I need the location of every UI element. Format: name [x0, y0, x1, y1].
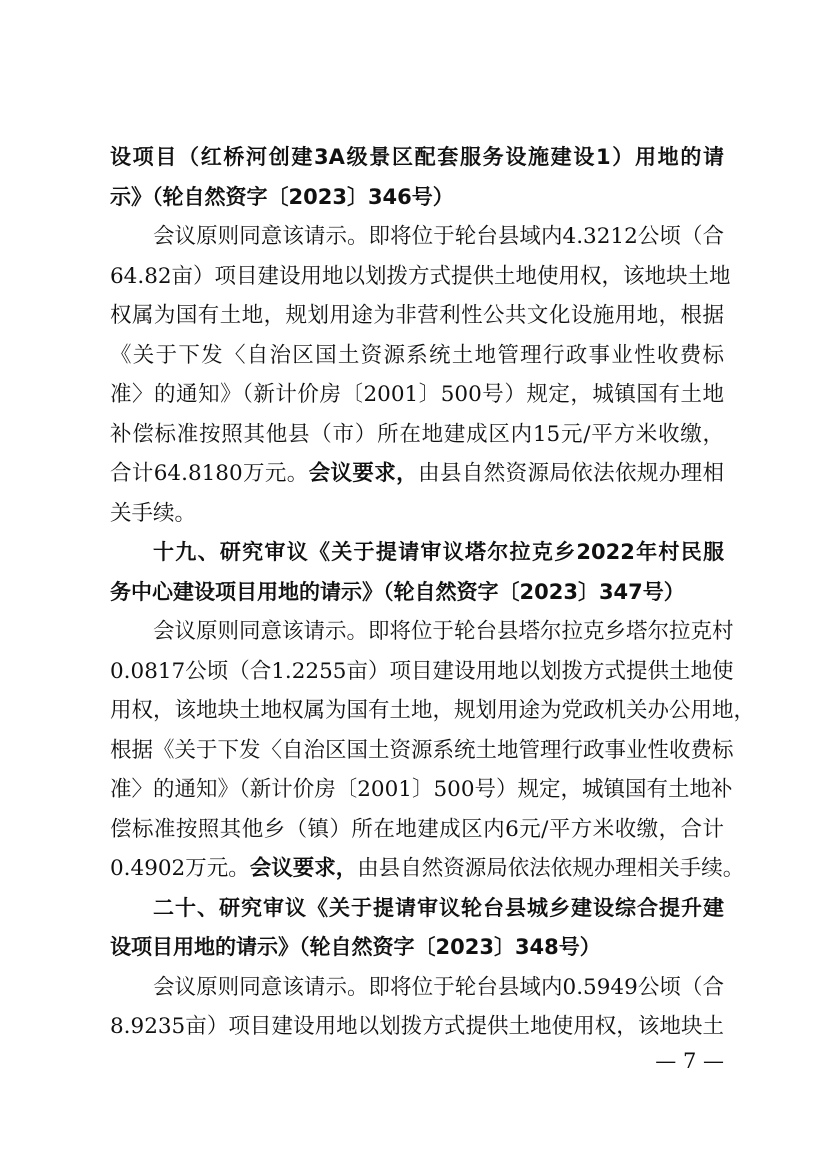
text-line: 准〉的通知》（新计价房〔2001〕500号）规定，城镇国有土地补 [110, 777, 733, 802]
text-line: 8.9235亩）项目建设用地以划拨方式提供土地使用权，该地块土 [110, 1014, 724, 1039]
text-line: 关手续。 [110, 500, 197, 526]
text-segment: 由县自然资源局依法依规办理相 [418, 461, 724, 486]
section-heading: 十九、研究审议《关于提请审议塔尔拉克乡2022年村民服 [153, 540, 724, 564]
text-line-mixed [110, 849, 745, 889]
text-line: 64.82亩）项目建设用地以划拨方式提供土地使用权，该地块土地 [110, 263, 731, 289]
text-line: 0.0817公顷（合1.2255亩）项目建设用地以划拨方式提供土地使 [110, 658, 734, 684]
text-line: 会议原则同意该请示。即将位于轮台县域内4.3212公顷（合 [153, 224, 724, 249]
text-line: 根据《关于下发〈自治区国土资源系统土地管理行政事业性收费标 [110, 737, 734, 763]
text-line: 《关于下发〈自治区国土资源系统土地管理行政事业性收费标 [110, 342, 724, 368]
section-heading: 二十、研究审议《关于提请审议轮台县城乡建设综合提升建 [153, 895, 724, 920]
text-segment: 合计64.8180万元。 [110, 461, 309, 486]
text-line: 设项目（红桥河创建3A级景区配套服务设施建设1）用地的请 [110, 145, 724, 169]
text-line: 权属为国有土地，规划用途为非营利性公共文化设施用地，根据 [110, 303, 724, 328]
text-line: 准〉的通知》（新计价房〔2001〕500号）规定，城镇国有土地 [110, 382, 724, 407]
emphasis-text: 会议要求， [308, 461, 419, 486]
text-line: 会议原则同意该请示。即将位于轮台县塔尔拉克乡塔尔拉克村 [153, 619, 734, 644]
document-body [110, 138, 756, 1047]
section-heading: 设项目用地的请示》（轮自然资字〔2023〕348号） [110, 935, 601, 959]
text-line: 用权，该地块土地权属为国有土地，规划用途为党政机关办公用地， [110, 698, 756, 723]
text-segment: 由县自然资源局依法依规办理相关手续。 [357, 856, 745, 881]
text-line-mixed [110, 454, 724, 494]
text-line: 补偿标准按照其他县（市）所在地建成区内15元/平方米收缴， [110, 421, 724, 447]
emphasis-text: 会议要求， [249, 856, 358, 881]
text-line: 偿标准按照其他乡（镇）所在地建成区内6元/平方米收缴，合计 [110, 816, 724, 842]
text-segment: 0.4902万元。 [110, 856, 250, 881]
text-line: 示》（轮自然资字〔2023〕346号） [110, 184, 454, 209]
section-heading: 务中心建设项目用地的请示》（轮自然资字〔2023〕347号） [110, 579, 685, 604]
page-number: — 7 — [655, 1049, 724, 1073]
text-line: 会议原则同意该请示。即将位于轮台县域内0.5949公顷（合 [153, 974, 724, 1000]
